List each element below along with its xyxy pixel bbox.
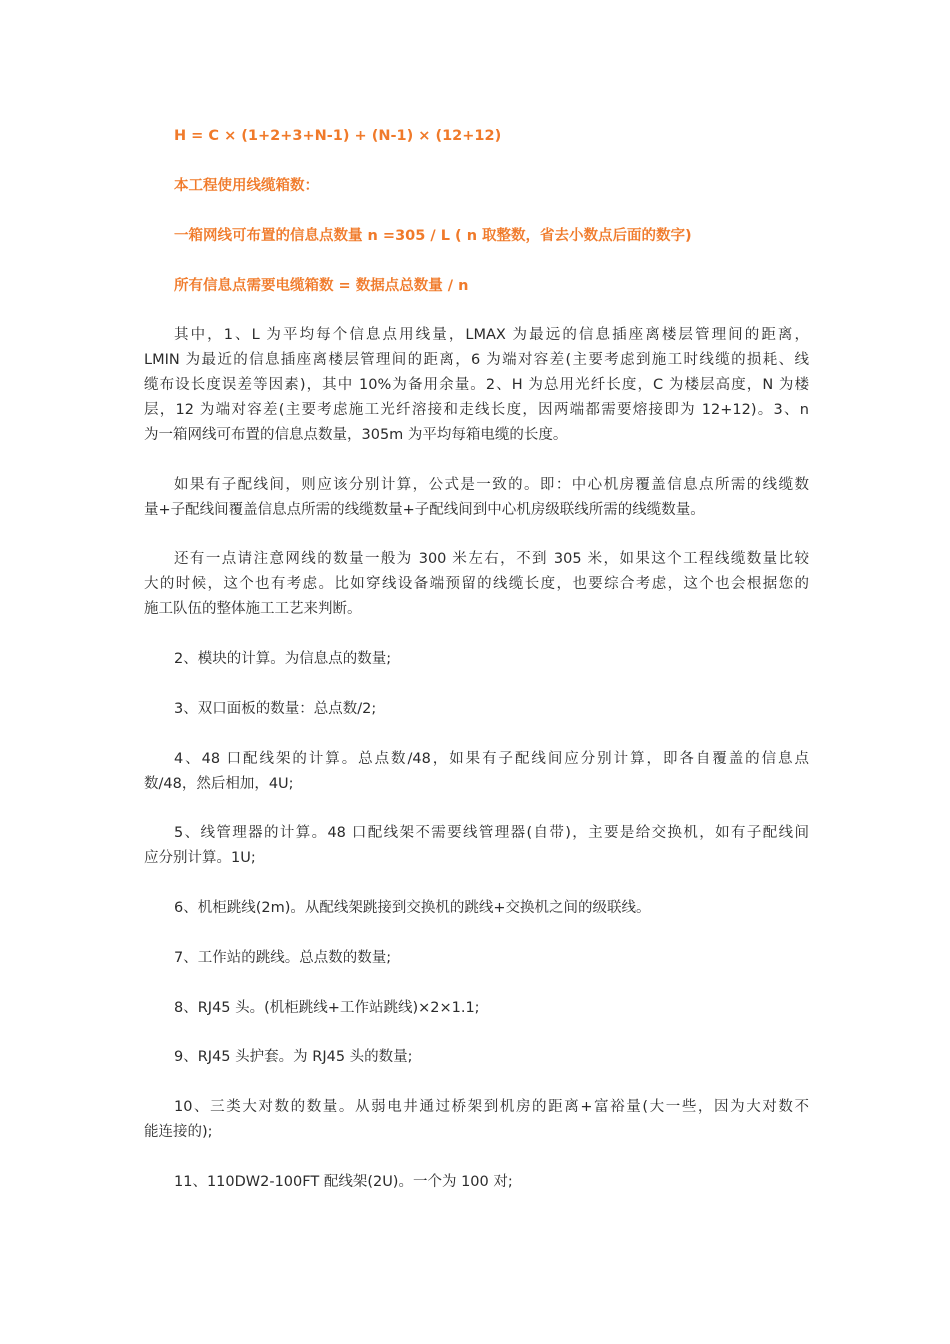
item-8: 8、RJ45 头。(机柜跳线+工作站跳线)×2×1.1;	[174, 1000, 480, 1016]
box-count-title: 本工程使用线缆箱数：	[174, 178, 319, 194]
explanation-line-4: 层，12 为端对容差(主要考虑施工光纤溶接和走线长度，因两端都需要熔接即为 12+12)。3、n	[144, 402, 809, 418]
item-5-line-1: 5、线管理器的计算。48 口配线架不需要线管理器(自带)，主要是给交换机，如有子配线间	[174, 825, 809, 841]
item-4-line-1: 4、48 口配线架的计算。总点数/48，如果有子配线间应分别计算，即各自覆盖的信息点	[174, 751, 809, 767]
note-line-3: 施工队伍的整体施工工艺来判断。	[144, 601, 362, 617]
sub-room-line-2: 量+子配线间覆盖信息点所需的线缆数量+子配线间到中心机房级联线所需的线缆数量。	[144, 502, 705, 518]
h-formula: H = C × (1+2+3+N-1) + (N-1) × (12+12)	[174, 128, 502, 144]
item-5-line-2: 应分别计算。1U;	[144, 850, 256, 866]
explanation-line-1: 其中，1、L 为平均每个信息点用线量，LMAX 为最远的信息插座离楼层管理间的距离，	[174, 327, 809, 343]
item-10-line-1: 10、三类大对数的数量。从弱电井通过桥架到机房的距离+富裕量(大一些，因为大对数不	[174, 1099, 809, 1115]
item-2: 2、模块的计算。为信息点的数量;	[174, 651, 392, 667]
item-6: 6、机柜跳线(2m)。从配线架跳接到交换机的跳线+交换机之间的级联线。	[174, 900, 651, 916]
explanation-line-5: 为一箱网线可布置的信息点数量，305m 为平均每箱电缆的长度。	[144, 427, 568, 443]
item-10-line-2: 能连接的);	[144, 1124, 213, 1140]
item-3: 3、双口面板的数量：总点数/2;	[174, 701, 377, 717]
note-line-2: 大的时候，这个也有考虑。比如穿线设备端预留的线缆长度，也要综合考虑，这个也会根据您的	[144, 576, 809, 592]
explanation-line-2: LMIN 为最近的信息插座离楼层管理间的距离，6 为端对容差(主要考虑到施工时线缆的损耗、线	[144, 352, 809, 368]
total-boxes-formula: 所有信息点需要电缆箱数 = 数据点总数量 / n	[174, 278, 469, 294]
item-4-line-2: 数/48，然后相加，4U;	[144, 776, 294, 792]
item-7: 7、工作站的跳线。总点数的数量;	[174, 950, 392, 966]
item-9: 9、RJ45 头护套。为 RJ45 头的数量;	[174, 1049, 413, 1065]
explanation-line-3: 缆布设长度误差等因素)，其中 10%为备用余量。2、H 为总用光纤长度，C 为楼层高度，N 为楼	[144, 377, 809, 393]
per-box-formula: 一箱网线可布置的信息点数量 n =305 / L ( n 取整数，省去小数点后面的数字)	[174, 228, 692, 244]
item-11: 11、110DW2-100FT 配线架(2U)。一个为 100 对;	[174, 1174, 513, 1190]
note-line-1: 还有一点请注意网线的数量一般为 300 米左右，不到 305 米，如果这个工程线缆数量比较	[174, 551, 809, 567]
sub-room-line-1: 如果有子配线间，则应该分别计算，公式是一致的。即：中心机房覆盖信息点所需的线缆数	[174, 477, 809, 493]
